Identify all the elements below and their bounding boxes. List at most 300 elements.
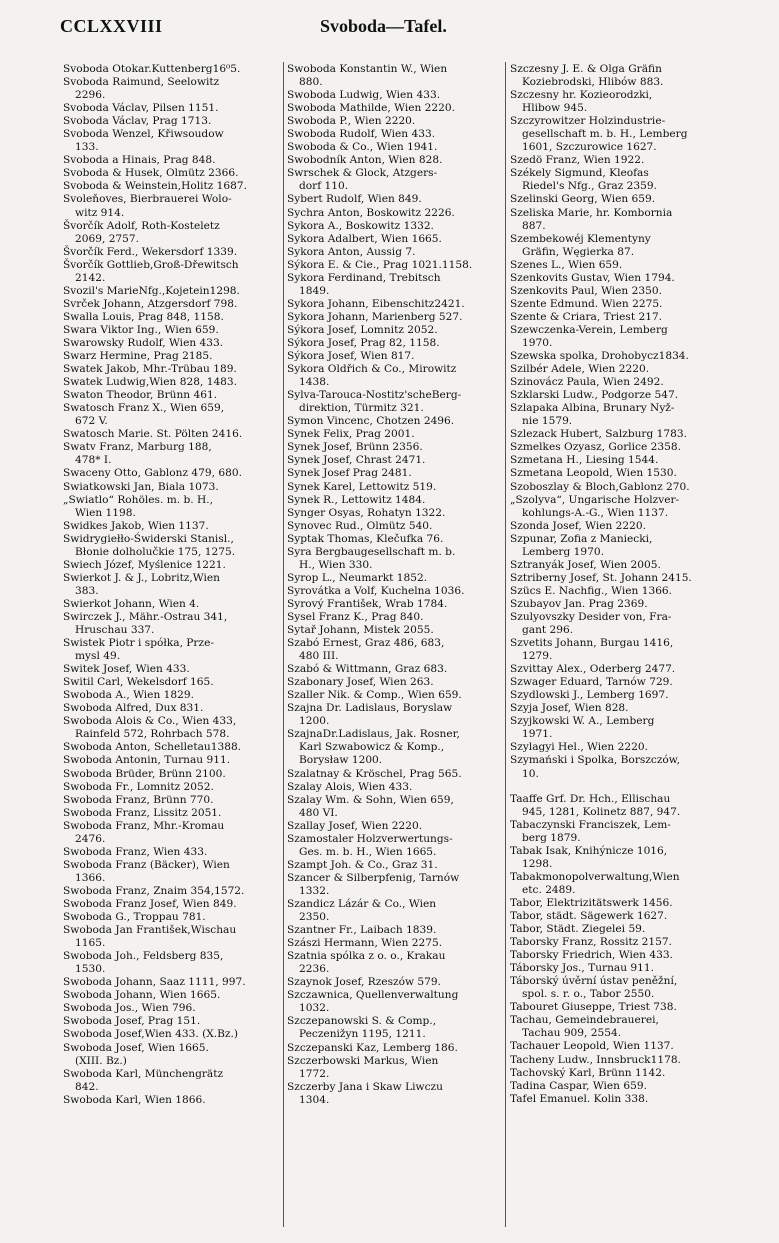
directory-column-1: [63, 63, 284, 1107]
directory-entry: [287, 1015, 508, 1041]
entry-name-line: Tachau, Gemeindebrauerei,: [510, 1014, 659, 1027]
directory-column-2: [287, 63, 508, 1107]
page-number: CCLXXVIII: [60, 16, 163, 36]
entry-name-line: Tabouret Giuseppe, Triest 738.: [510, 1001, 677, 1014]
directory-entry: [510, 285, 731, 298]
directory-entry: [510, 533, 731, 559]
entry-name-line: Szantner Fr., Laibach 1839.: [287, 924, 437, 937]
directory-entry: [63, 1042, 284, 1068]
entry-name-line: Svozil's MarieNfg.,Kojetein1298.: [63, 284, 240, 297]
entry-name-line: Swoboda G., Troppau 781.: [63, 911, 206, 924]
directory-entry: [63, 63, 284, 76]
entry-continuation-line: Wien 1198.: [75, 506, 136, 519]
entry-continuation-line: (XIII. Bz.): [75, 1054, 127, 1067]
entry-name-line: Svoboda Václav, Prag 1713.: [63, 115, 212, 128]
entry-continuation-line: 1279.: [522, 650, 553, 663]
entry-name-line: Svoboda Raimund, Seelowitz: [63, 76, 220, 89]
directory-entry: [287, 663, 508, 676]
directory-entry: [63, 611, 284, 637]
entry-name-line: Swaton Theodor, Brünn 461.: [63, 389, 218, 402]
directory-entry: [287, 624, 508, 637]
directory-entry: [287, 363, 508, 389]
entry-continuation-line: etc. 2489.: [522, 883, 576, 896]
directory-entry: [63, 481, 284, 494]
entry-name-line: Swoboda Brüder, Brünn 2100.: [63, 767, 226, 780]
directory-entry: [287, 898, 508, 924]
entry-name-line: Swoboda Antonin, Turnau 911.: [63, 754, 231, 767]
directory-entry: [287, 272, 508, 298]
entry-continuation-line: 672 V.: [75, 415, 108, 428]
directory-column-3: [510, 63, 731, 1106]
entry-name-line: Szczesny hr. Kozieorodzki,: [510, 89, 653, 102]
directory-entry: [510, 272, 731, 285]
entry-continuation-line: 1601, Szczurowice 1627.: [522, 141, 657, 154]
entry-name-line: Switek Josef, Wien 433.: [63, 663, 190, 676]
directory-entry: [63, 376, 284, 389]
entry-continuation-line: 945, 1281, Kolinetz 887, 947.: [522, 805, 681, 818]
entry-name-line: Swoboda Mathilde, Wien 2220.: [287, 102, 456, 115]
entry-name-line: Szvittay Alex., Oderberg 2477.: [510, 663, 676, 676]
entry-continuation-line: 1366.: [75, 871, 106, 884]
entry-name-line: Švorčík Gottlieb,Groß-Dřewitsch: [63, 258, 239, 271]
entry-name-line: Sýkora Josef, Wien 817.: [287, 350, 415, 363]
entry-name-line: Szpunar, Zofia z Maniecki,: [510, 532, 653, 545]
directory-entry: [510, 1080, 731, 1093]
entry-continuation-line: 2236.: [299, 963, 330, 976]
entry-name-line: Szücs E. Nachfig., Wien 1366.: [510, 584, 673, 597]
entry-name-line: Szubayov Jan. Prag 2369.: [510, 597, 648, 610]
entry-name-line: Swoboda Konstantin W., Wien: [287, 63, 448, 75]
entry-name-line: Szczawnica, Quellenverwaltung: [287, 989, 459, 1002]
directory-entry: [510, 819, 731, 845]
directory-entry: [63, 976, 284, 989]
entry-name-line: Szallay Josef, Wien 2220.: [287, 819, 423, 832]
directory-entry: [287, 246, 508, 259]
entry-continuation-line: 10.: [522, 767, 539, 780]
entry-name-line: Swoboda Franz, Mhr.-Kromau: [63, 819, 225, 832]
directory-entry: [287, 520, 508, 533]
entry-continuation-line: 1032.: [299, 1002, 330, 1015]
directory-entry: [63, 1028, 284, 1041]
entry-name-line: Székely Sigmund, Kleofas: [510, 167, 649, 180]
directory-entry: [63, 441, 284, 467]
entry-name-line: „Swiatlo“ Rohöles. m. b. H.,: [63, 493, 213, 506]
directory-entry: [510, 167, 731, 193]
entry-continuation-line: 2069, 2757.: [75, 232, 140, 245]
directory-entry: [510, 494, 731, 520]
directory-entry: [287, 794, 508, 820]
entry-continuation-line: Rainfeld 572, Rohrbach 578.: [75, 728, 230, 741]
directory-entry: [63, 167, 284, 180]
entry-continuation-line: witz 914.: [75, 206, 125, 219]
directory-entry: [287, 1055, 508, 1081]
entry-name-line: Sykora Johann, Marienberg 527.: [287, 310, 463, 323]
entry-continuation-line: Tachau 909, 2554.: [522, 1027, 622, 1040]
entry-continuation-line: 880.: [299, 76, 323, 89]
directory-entry: [510, 572, 731, 585]
directory-entry: [63, 741, 284, 754]
directory-entry: [63, 1094, 284, 1107]
entry-name-line: Synovec Rud., Olmütz 540.: [287, 519, 433, 532]
entry-name-line: Taborsky Franz, Rossitz 2157.: [510, 936, 673, 949]
directory-entry: [287, 728, 508, 767]
entry-name-line: Svoboda & Weinstein,Holitz 1687.: [63, 180, 248, 193]
entry-name-line: „Szolyva“, Ungarische Holzver-: [510, 493, 680, 506]
entry-name-line: SzajnaDr.Ladislaus, Jak. Rosner,: [287, 728, 460, 741]
entry-continuation-line: 383.: [75, 584, 99, 597]
entry-continuation-line: 887.: [522, 219, 546, 232]
directory-entry: [63, 298, 284, 311]
directory-entry: [63, 1015, 284, 1028]
entry-name-line: Swidkes Jakob, Wien 1137.: [63, 519, 209, 532]
entry-continuation-line: 1849.: [299, 284, 330, 297]
directory-entry: [510, 702, 731, 715]
directory-entry: [287, 1042, 508, 1055]
entry-name-line: Szatnia spólka z o. o., Krakau: [287, 950, 446, 963]
entry-name-line: Szenkovits Paul, Wien 2350.: [510, 284, 662, 297]
entry-name-line: Sýkora Josef, Prag 82, 1158.: [287, 336, 440, 349]
entry-name-line: Synek Josef, Chrast 2471.: [287, 454, 426, 467]
directory-entry: [63, 259, 284, 285]
entry-name-line: Tabakmonopolverwaltung,Wien: [510, 870, 680, 883]
directory-entry: [510, 559, 731, 572]
entry-name-line: Swoboda A., Wien 1829.: [63, 689, 194, 702]
directory-entry: [287, 428, 508, 441]
directory-entry: [510, 975, 731, 1001]
entry-name-line: Swiatkowski Jan, Biala 1073.: [63, 480, 219, 493]
directory-entry: [63, 428, 284, 441]
directory-entry: [287, 937, 508, 950]
entry-name-line: Szmetana Leopold, Wien 1530.: [510, 467, 677, 480]
directory-entry: [510, 936, 731, 949]
entry-continuation-line: 133.: [75, 141, 99, 154]
entry-name-line: Swoboda Rudolf, Wien 433.: [287, 128, 436, 141]
directory-entry: [510, 637, 731, 663]
directory-entry: [510, 520, 731, 533]
directory-entry: [510, 611, 731, 637]
entry-name-line: Taborsky Friedrich, Wien 433.: [510, 949, 673, 962]
directory-entry: [510, 298, 731, 311]
directory-entry: [63, 180, 284, 193]
entry-name-line: Sýkora Josef, Lomnitz 2052.: [287, 323, 438, 336]
entry-name-line: Szoboszlay & Bloch,Gablonz 270.: [510, 480, 690, 493]
entry-name-line: Swoboda Fr., Lomnitz 2052.: [63, 780, 214, 793]
entry-continuation-line: 1971.: [522, 728, 553, 741]
directory-entry: [63, 924, 284, 950]
directory-entry: [287, 494, 508, 507]
directory-entry: [287, 820, 508, 833]
entry-continuation-line: H., Wien 330.: [299, 558, 373, 571]
entry-name-line: Switil Carl, Wekelsdorf 165.: [63, 676, 214, 689]
entry-name-line: Swoboda P., Wien 2220.: [287, 115, 416, 128]
directory-entry: [63, 950, 284, 976]
entry-name-line: Svoboda & Husek, Olmütz 2366.: [63, 167, 239, 180]
entry-name-line: Syrop L., Neumarkt 1852.: [287, 571, 428, 584]
directory-entry: [510, 311, 731, 324]
directory-entry: [287, 233, 508, 246]
entry-name-line: Szinovácz Paula, Wien 2492.: [510, 376, 664, 389]
entry-name-line: Symon Vincenc, Chotzen 2496.: [287, 415, 455, 428]
entry-continuation-line: Karl Szwabowicz & Komp.,: [299, 741, 445, 754]
directory-entry: [63, 533, 284, 559]
entry-name-line: Szenkovits Gustav, Wien 1794.: [510, 271, 675, 284]
directory-entry: [510, 793, 731, 819]
entry-continuation-line: berg 1879.: [522, 831, 581, 844]
entry-name-line: Swoboda Josef, Prag 151.: [63, 1015, 201, 1028]
entry-name-line: Swoboda Alois & Co., Wien 433,: [63, 715, 237, 728]
directory-entry: [510, 1054, 731, 1067]
entry-name-line: Tabaczynski Franciszek, Lem-: [510, 818, 671, 831]
entry-continuation-line: 2476.: [75, 832, 106, 845]
directory-entry: [510, 259, 731, 272]
entry-name-line: Taaffe Grf. Dr. Hch., Ellischau: [510, 792, 671, 805]
directory-entry: [287, 102, 508, 115]
entry-name-line: Szászi Hermann, Wien 2275.: [287, 937, 443, 950]
directory-entry: [287, 337, 508, 350]
entry-name-line: Sykora Ferdinand, Trebitsch: [287, 271, 441, 284]
entry-continuation-line: 1200.: [299, 715, 330, 728]
entry-name-line: Szaynok Josef, Rzeszów 579.: [287, 976, 441, 989]
directory-entry: [63, 754, 284, 767]
entry-continuation-line: gesellschaft m. b. H., Lemberg: [522, 128, 688, 141]
page-title: Svoboda—Tafel.: [320, 16, 447, 36]
entry-name-line: Swoboda Johann, Wien 1665.: [63, 989, 221, 1002]
entry-name-line: Szczesny J. E. & Olga Gräfin: [510, 63, 662, 75]
directory-entry: [63, 285, 284, 298]
directory-entry: [510, 467, 731, 480]
entry-name-line: Swoboda Franz Josef, Wien 849.: [63, 898, 237, 910]
entry-name-line: Tacheny Ludw., Innsbruck1178.: [510, 1053, 681, 1066]
directory-entry: [63, 885, 284, 898]
directory-entry: [287, 781, 508, 794]
entry-name-line: Szancer & Silberpfenig, Tarnów: [287, 871, 460, 884]
entry-name-line: Szonda Josef, Wien 2220.: [510, 519, 646, 532]
directory-entry: [287, 259, 508, 272]
directory-entry: [287, 676, 508, 689]
directory-entry: [510, 1001, 731, 1014]
directory-entry: [510, 63, 731, 89]
entry-name-line: Swoboda Karl, Münchengrätz: [63, 1067, 224, 1080]
directory-entry: [287, 441, 508, 454]
entry-name-line: Szczepanowski S. & Comp.,: [287, 1015, 437, 1028]
entry-name-line: Sykora A., Boskowitz 1332.: [287, 219, 434, 232]
entry-name-line: Szalatnay & Kröschel, Prag 565.: [287, 767, 462, 780]
entry-name-line: Szyja Josef, Wien 828.: [510, 702, 629, 715]
entry-name-line: Tafel Emanuel. Kolin 338.: [510, 1092, 649, 1105]
directory-entry: [510, 402, 731, 428]
entry-name-line: Szewska spolka, Drohobycz1834.: [510, 350, 689, 363]
entry-continuation-line: Peczenižyn 1195, 1211.: [299, 1028, 426, 1041]
directory-entry: [287, 598, 508, 611]
directory-entry: [63, 193, 284, 219]
entry-continuation-line: kohlungs-A.-G., Wien 1137.: [522, 506, 669, 519]
entry-name-line: Tabor, Städt. Ziegelei 59.: [510, 923, 646, 936]
entry-name-line: Szandicz Lázár & Co., Wien: [287, 898, 437, 910]
entry-name-line: Swoboda Joh., Feldsberg 835,: [63, 950, 224, 963]
entry-name-line: Szabó & Wittmann, Graz 683.: [287, 663, 448, 676]
directory-entry: [287, 115, 508, 128]
directory-entry: [510, 598, 731, 611]
entry-name-line: Synek R., Lettowitz 1484.: [287, 493, 426, 506]
directory-entry: [63, 794, 284, 807]
directory-entry: [510, 154, 731, 167]
directory-entry: [287, 141, 508, 154]
entry-continuation-line: 1772.: [299, 1067, 330, 1080]
directory-entry: [287, 546, 508, 572]
directory-entry: [287, 324, 508, 337]
entry-name-line: Swobodník Anton, Wien 828.: [287, 154, 443, 167]
entry-name-line: Švorčík Ferd., Wekersdorf 1339.: [63, 245, 238, 258]
directory-entry: [63, 154, 284, 167]
directory-entry: [287, 63, 508, 89]
entry-name-line: Táborsky Jos., Turnau 911.: [510, 962, 655, 975]
entry-name-line: Swierkot Johann, Wien 4.: [63, 597, 200, 610]
entry-name-line: Szewczenka-Verein, Lemberg: [510, 323, 668, 336]
directory-entry: [510, 845, 731, 871]
directory-entry: [287, 924, 508, 937]
entry-name-line: Sybert Rudolf, Wien 849.: [287, 193, 422, 206]
entry-name-line: Szlezack Hubert, Salzburg 1783.: [510, 428, 687, 441]
entry-name-line: Szaller Nik. & Comp., Wien 659.: [287, 689, 462, 702]
entry-name-line: Svoboda Wenzel, Křiwsoudow: [63, 128, 224, 141]
directory-entry: [63, 768, 284, 781]
entry-continuation-line: Riedel's Nfg., Graz 2359.: [522, 180, 657, 193]
directory-entry: [510, 1040, 731, 1053]
directory-entry: [510, 376, 731, 389]
directory-entry: [63, 389, 284, 402]
directory-entry: [510, 949, 731, 962]
entry-name-line: Szylagyi Hel., Wien 2220.: [510, 741, 648, 754]
directory-entry: [510, 910, 731, 923]
directory-entry: [287, 350, 508, 363]
entry-name-line: Táborský úvěrní ústav peněžní,: [510, 975, 678, 988]
directory-entry: [63, 807, 284, 820]
entry-name-line: Swatek Ludwig,Wien 828, 1483.: [63, 376, 238, 389]
entry-name-line: Swaceny Otto, Gablonz 479, 680.: [63, 467, 242, 480]
entry-name-line: Szymański i Spolka, Borszczów,: [510, 754, 680, 767]
directory-entry: [287, 415, 508, 428]
entry-continuation-line: 480 VI.: [299, 806, 338, 819]
entry-name-line: Szczerbowski Markus, Wien: [287, 1054, 439, 1067]
directory-entry: [63, 637, 284, 663]
entry-continuation-line: Koziebrodski, Hlibów 883.: [522, 76, 664, 89]
directory-entry: [510, 585, 731, 598]
entry-name-line: Swara Viktor Ing., Wien 659.: [63, 323, 219, 336]
directory-entry: [63, 781, 284, 794]
directory-entry: [63, 911, 284, 924]
entry-name-line: Szeliska Marie, hr. Kombornia: [510, 206, 673, 219]
directory-entry: [287, 1081, 508, 1107]
directory-entry: [63, 820, 284, 846]
directory-entry: [510, 1067, 731, 1080]
directory-entry: [510, 897, 731, 910]
directory-entry: [287, 585, 508, 598]
directory-entry: [63, 494, 284, 520]
entry-name-line: Sytař Johann, Mistek 2055.: [287, 624, 434, 637]
directory-entry: [287, 507, 508, 520]
entry-continuation-line: 1438.: [299, 376, 330, 389]
directory-entry: [63, 350, 284, 363]
entry-name-line: Syrovátka a Volf, Kuchelna 1036.: [287, 584, 465, 597]
directory-entry: [287, 976, 508, 989]
directory-entry: [63, 324, 284, 337]
directory-entry: [510, 663, 731, 676]
entry-name-line: Svoboda Otokar.Kuttenberg16⁰5.: [63, 63, 241, 75]
entry-name-line: Tachovský Karl, Brünn 1142.: [510, 1066, 666, 1079]
entry-name-line: Synek Karel, Lettowitz 519.: [287, 480, 437, 493]
directory-entry: [510, 1014, 731, 1040]
entry-name-line: Tachauer Leopold, Wien 1137.: [510, 1040, 674, 1053]
entry-name-line: Szabó Ernest, Graz 486, 683,: [287, 637, 445, 650]
directory-entry: [63, 1002, 284, 1015]
directory-entry: [63, 402, 284, 428]
directory-entry: [510, 441, 731, 454]
entry-name-line: Syrový František, Wrab 1784.: [287, 597, 448, 610]
entry-continuation-line: 2142.: [75, 271, 106, 284]
directory-entry: [63, 715, 284, 741]
entry-continuation-line: Borysław 1200.: [299, 754, 383, 767]
directory-entry: [63, 989, 284, 1002]
entry-continuation-line: 1298.: [522, 857, 553, 870]
directory-entry: [510, 193, 731, 206]
directory-entry: [287, 220, 508, 233]
entry-continuation-line: 2296.: [75, 89, 106, 102]
directory-entry: [63, 1068, 284, 1094]
entry-continuation-line: 1165.: [75, 937, 106, 950]
page-header: [0, 0, 779, 52]
directory-entry: [63, 598, 284, 611]
entry-name-line: Swoboda Franz, Wien 433.: [63, 845, 208, 858]
entry-name-line: Szampt Joh. & Co., Graz 31.: [287, 858, 438, 871]
entry-name-line: Sykora Oldřich & Co., Mirowitz: [287, 363, 457, 376]
entry-name-line: Szembekowéj Klementyny: [510, 232, 651, 245]
entry-name-line: Swidrygiełło-Świderski Stanisl.,: [63, 532, 234, 545]
entry-name-line: Swoboda Alfred, Dux 831.: [63, 702, 204, 715]
entry-name-line: Szydlowski J., Lemberg 1697.: [510, 689, 669, 702]
entry-name-line: Swoboda Franz (Bäcker), Wien: [63, 858, 230, 871]
directory-entry: [287, 167, 508, 193]
entry-continuation-line: Błonie dolholučkie 175, 1275.: [75, 545, 236, 558]
entry-name-line: Swoboda Franz, Brünn 770.: [63, 793, 214, 806]
directory-entry: [63, 846, 284, 859]
entry-name-line: Szabonary Josef, Wien 263.: [287, 676, 434, 689]
directory-entry: [63, 859, 284, 885]
entry-name-line: Swoboda Ludwig, Wien 433.: [287, 89, 441, 102]
directory-entry: [63, 572, 284, 598]
entry-name-line: Szyjkowski W. A., Lemberg: [510, 715, 655, 728]
entry-continuation-line: 842.: [75, 1080, 99, 1093]
directory-entry: [287, 193, 508, 206]
entry-name-line: Szilbér Adele, Wien 2220.: [510, 363, 650, 376]
entry-name-line: Svoboda Václav, Pilsen 1151.: [63, 102, 219, 115]
directory-entry: [63, 115, 284, 128]
entry-name-line: Sysel Franz K., Prag 840.: [287, 610, 424, 623]
entry-name-line: Sykora Anton, Aussig 7.: [287, 245, 416, 258]
entry-name-line: Sylva-Tarouca-Nostitz'scheBerg-: [287, 389, 462, 402]
entry-name-line: Swiech Józef, Myślenice 1221.: [63, 558, 226, 571]
entry-name-line: Swoboda Jos., Wien 796.: [63, 1002, 196, 1015]
directory-entry: [287, 89, 508, 102]
directory-entry: [510, 363, 731, 376]
directory-entry: [63, 363, 284, 376]
entry-continuation-line: Ges. m. b. H., Wien 1665.: [299, 845, 437, 858]
entry-name-line: Sychra Anton, Boskowitz 2226.: [287, 206, 455, 219]
entry-name-line: Swatosch Marie. St. Pölten 2416.: [63, 428, 243, 441]
entry-name-line: Szmetana H., Liesing 1544.: [510, 454, 659, 467]
entry-name-line: Szklarski Ludw., Podgorze 547.: [510, 389, 679, 402]
directory-entry: [510, 481, 731, 494]
entry-continuation-line: mysl 49.: [75, 650, 121, 663]
